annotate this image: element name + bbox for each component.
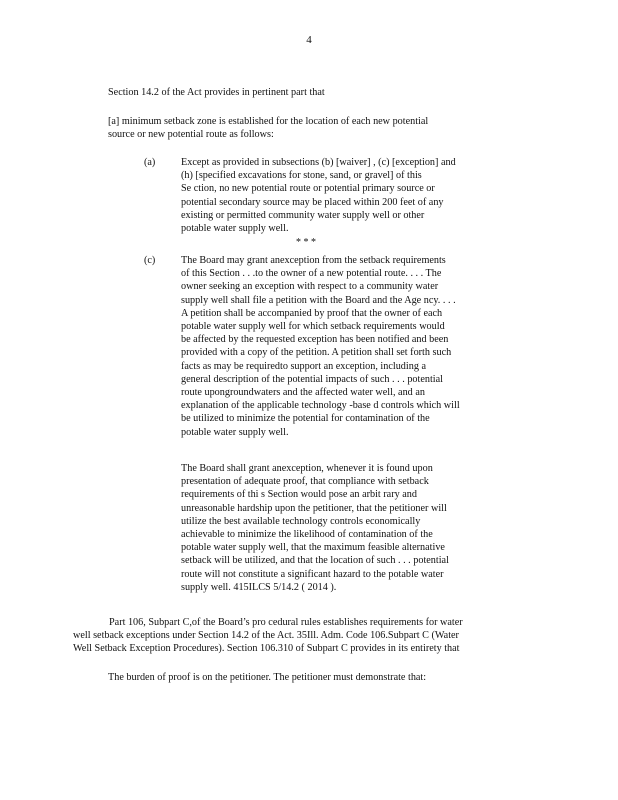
- omission-stars: * * *: [296, 237, 316, 248]
- item-a-line: potential secondary source may be placed within 200 feet of any: [181, 196, 444, 208]
- board-grant-line: supply well. 415ILCS 5/14.2 ( 2014 ).: [181, 581, 337, 593]
- item-a-label: (a): [144, 157, 156, 168]
- board-grant-line: potable water supply well, that the maximum feasible alternative: [181, 542, 445, 554]
- item-c-line: of this Section . . .to the owner of a new potential route. . . . The: [181, 268, 442, 280]
- item-c-line: owner seeking an exception with respect to a community water: [181, 281, 439, 293]
- board-grant-line: requirements of thi s Section would pose an arbit rary and: [181, 489, 417, 501]
- intro-sentence: Section 14.2 of the Act provides in pertinent part that: [108, 87, 325, 98]
- item-c-line: facts as may be requiredto support an exception, including a: [181, 360, 426, 372]
- quote-intro: [108, 115, 428, 141]
- burden-of-proof-sentence: The burden of proof is on the petitioner. The petitioner must demonstrate that:: [108, 672, 427, 683]
- part-106-line: Well Setback Exception Procedures). Section 106.310 of Subpart C provides in its entirety that: [73, 643, 460, 655]
- item-a-line: existing or permitted community water supply well or other: [181, 209, 425, 221]
- board-grant-paragraph: [181, 462, 449, 594]
- part-106-paragraph: [73, 616, 463, 656]
- quote-intro-line: [a] minimum setback zone is established for the location of each new potential: [108, 116, 429, 127]
- item-c-label: (c): [144, 255, 156, 266]
- item-a-line: Se ction, no new potential route or potential primary source or: [181, 183, 435, 195]
- item-c-line: be utilized to minimize the potential for contamination of the: [181, 413, 430, 425]
- item-c-line: explanation of the applicable technology -base d controls which will: [181, 400, 460, 412]
- board-grant-line: setback will be utilized, and that the location of such . . . potential: [181, 555, 449, 567]
- item-c-line: general description of the potential impacts of such . . . potential: [181, 373, 443, 385]
- item-a-line: potable water supply well.: [181, 223, 289, 235]
- item-c-line: be affected by the requested exception has been notified and been: [181, 334, 449, 346]
- item-c-line: A petition shall be accompanied by proof that the owner of each: [181, 307, 443, 319]
- board-grant-line: unreasonable hardship upon the petitioner, that the petitioner will: [181, 502, 447, 514]
- board-grant-line: presentation of adequate proof, that compliance with setback: [181, 476, 429, 488]
- quote-intro-line: source or new potential route as follows:: [108, 129, 274, 141]
- item-c-line: provided with a copy of the petition. A petition shall set forth such: [181, 347, 452, 359]
- page-number: 4: [306, 34, 312, 46]
- item-c-line: The Board may grant anexception from the setback requirements: [181, 255, 446, 266]
- board-grant-line: route will not constitute a significant hazard to the potable water: [181, 568, 444, 580]
- item-c-line: route upongroundwaters and the affected water well, and an: [181, 387, 425, 399]
- part-106-line: well setback exceptions under Section 14.2 of the Act. 35Ill. Adm. Code 106.Subpart C (Water: [73, 630, 459, 642]
- board-grant-line: The Board shall grant anexception, whenever it is found upon: [181, 463, 433, 474]
- item-c-line: potable water supply well.: [181, 426, 289, 438]
- item-a-line: (h) [specified excavations for stone, sand, or gravel] of this: [181, 170, 422, 182]
- item-c-line: supply well shall file a petition with the Board and the Age ncy. . . .: [181, 294, 456, 306]
- item-a-line: Except as provided in subsections (b) [waiver] , (c) [exception] and: [181, 157, 456, 168]
- item-a-text: [181, 156, 456, 235]
- part-106-line: Part 106, Subpart C,of the Board’s pro cedural rules establishes requirements for water: [109, 617, 463, 628]
- board-grant-line: achievable to minimize the likelihood of contamination of the: [181, 529, 433, 541]
- board-grant-line: utilize the best available technology controls economically: [181, 515, 421, 527]
- item-c-line: potable water supply well for which setback requirements would: [181, 321, 445, 333]
- item-c-text: [181, 254, 460, 439]
